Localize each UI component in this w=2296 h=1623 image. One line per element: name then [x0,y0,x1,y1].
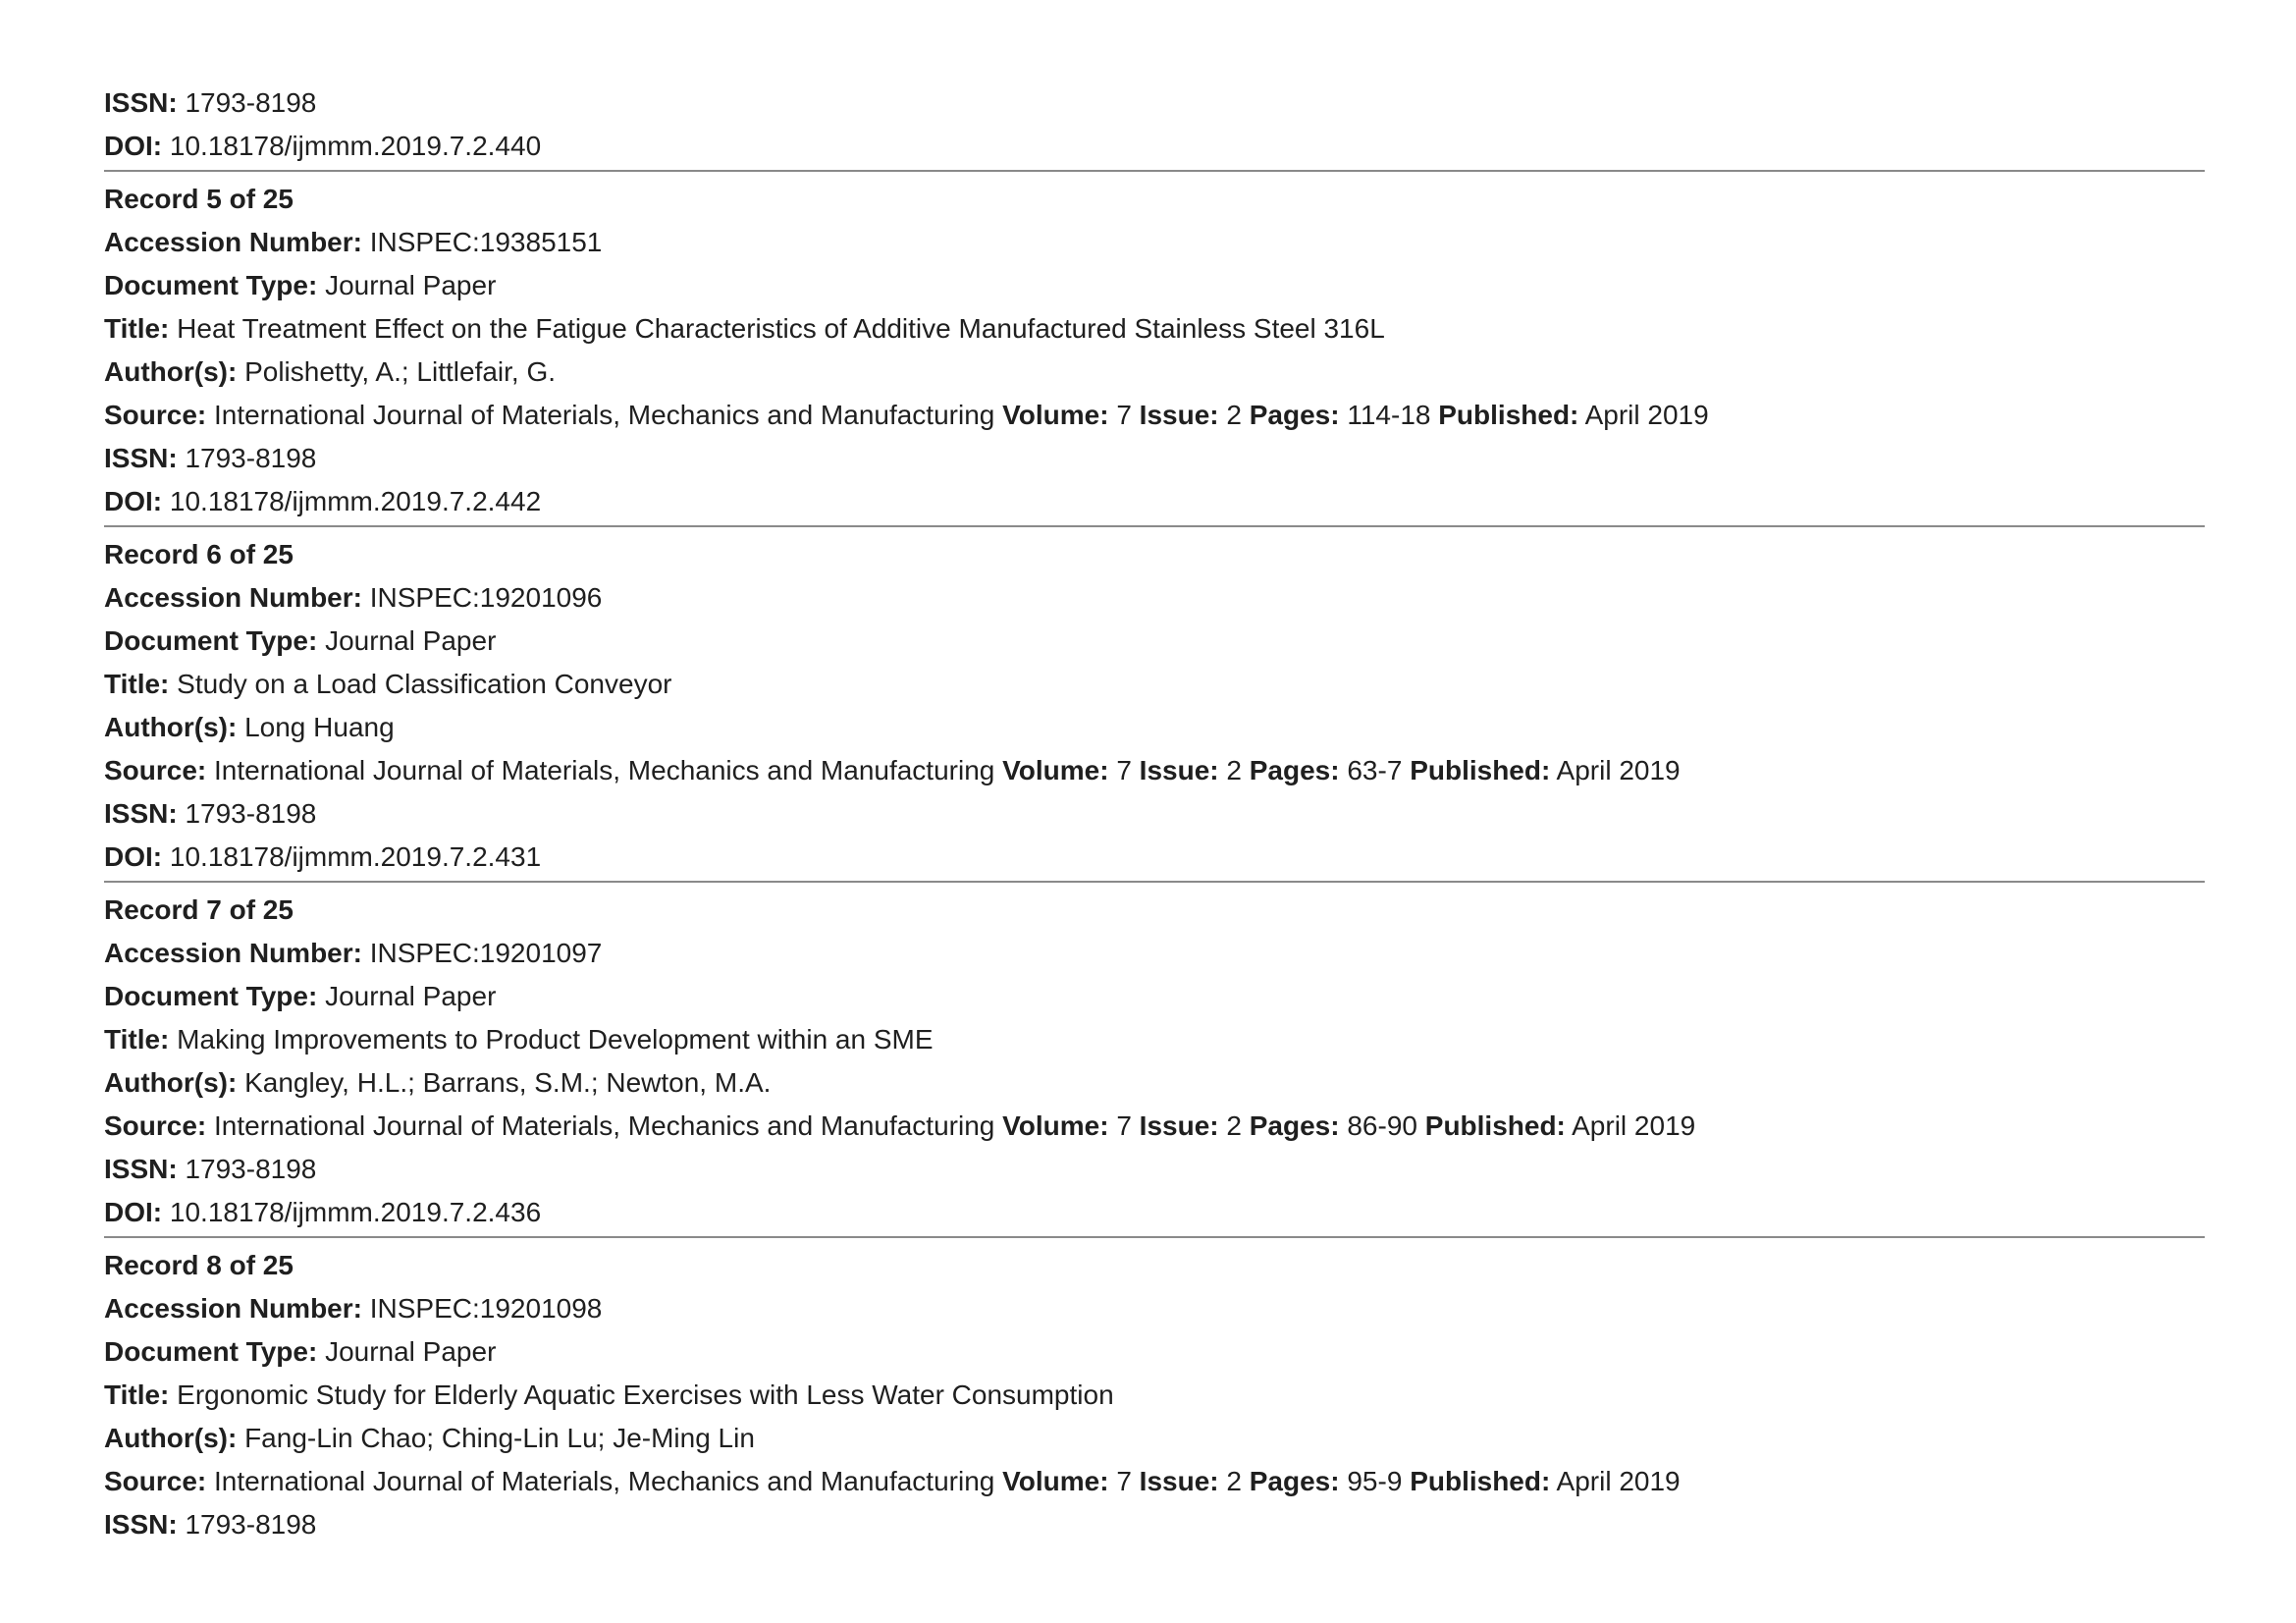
doi-value: 10.18178/ijmmm.2019.7.2.431 [169,841,542,872]
volume-label: Volume: [1002,400,1109,430]
pages-label: Pages: [1249,1466,1340,1496]
published-value: April 2019 [1556,755,1681,785]
record-divider [104,170,2205,172]
issue-label: Issue: [1139,1110,1219,1141]
pages-value: 63-7 [1347,755,1403,785]
source-line [104,1105,2205,1148]
accession-number-value: INSPEC:19201096 [369,582,603,613]
issn-value: 1793-8198 [185,1154,317,1184]
issue-label: Issue: [1139,1466,1219,1496]
issn-label: ISSN: [104,87,178,118]
published-value: April 2019 [1584,400,1709,430]
authors-label: Author(s): [104,1423,238,1453]
doi-line [104,1191,2205,1234]
published-value: April 2019 [1556,1466,1681,1496]
volume-value: 7 [1116,755,1132,785]
title-label: Title: [104,1380,170,1410]
issn-line [104,1503,2205,1546]
accession-number-line [104,576,2205,620]
volume-label: Volume: [1002,1466,1109,1496]
authors-label: Author(s): [104,1067,238,1098]
doi-label: DOI: [104,1197,163,1227]
issue-label: Issue: [1139,755,1219,785]
document-type-value: Journal Paper [325,1336,497,1367]
doi-label: DOI: [104,131,163,161]
record-block [104,170,2205,523]
pages-label: Pages: [1249,400,1340,430]
issn-value: 1793-8198 [185,1509,317,1540]
document-type-line [104,620,2205,663]
fragment-doi-line [104,125,2205,168]
title-label: Title: [104,669,170,699]
pages-label: Pages: [1249,1110,1340,1141]
authors-value: Kangley, H.L.; Barrans, S.M.; Newton, M.A. [244,1067,772,1098]
authors-line [104,1417,2205,1460]
accession-number-label: Accession Number: [104,582,362,613]
records-page [104,81,2205,1546]
doi-line [104,480,2205,523]
doi-line [104,836,2205,879]
issue-value: 2 [1226,1466,1242,1496]
authors-value: Fang-Lin Chao; Ching-Lin Lu; Je-Ming Lin [244,1423,755,1453]
volume-value: 7 [1116,1466,1132,1496]
volume-label: Volume: [1002,1110,1109,1141]
issn-label: ISSN: [104,1509,178,1540]
record-heading: Record 8 of 25 [104,1250,294,1280]
title-label: Title: [104,1024,170,1055]
fragment-issn-line [104,81,2205,125]
record-block [104,1236,2205,1546]
record-divider [104,525,2205,527]
source-line [104,394,2205,437]
accession-number-line [104,1287,2205,1330]
source-label: Source: [104,1110,207,1141]
source-value: International Journal of Materials, Mechanics and Manufacturing [214,1466,995,1496]
authors-value: Polishetty, A.; Littlefair, G. [244,356,557,387]
accession-number-value: INSPEC:19201097 [369,938,603,968]
issue-value: 2 [1226,755,1242,785]
source-label: Source: [104,1466,207,1496]
document-type-line [104,264,2205,307]
document-type-label: Document Type: [104,981,318,1011]
title-line [104,307,2205,351]
doi-label: DOI: [104,841,163,872]
title-value: Study on a Load Classification Conveyor [177,669,672,699]
authors-line [104,351,2205,394]
issn-value: 1793-8198 [185,798,317,829]
record-divider [104,1236,2205,1238]
authors-line [104,1061,2205,1105]
volume-value: 7 [1116,400,1132,430]
title-line [104,1374,2205,1417]
accession-number-line [104,221,2205,264]
issn-line [104,792,2205,836]
issn-label: ISSN: [104,798,178,829]
document-type-value: Journal Paper [325,981,497,1011]
source-value: International Journal of Materials, Mechanics and Manufacturing [214,1110,995,1141]
accession-number-label: Accession Number: [104,938,362,968]
title-value: Ergonomic Study for Elderly Aquatic Exercises with Less Water Consumption [177,1380,1114,1410]
doi-value: 10.18178/ijmmm.2019.7.2.442 [169,486,542,516]
document-type-line [104,975,2205,1018]
source-value: International Journal of Materials, Mechanics and Manufacturing [214,400,995,430]
source-line [104,749,2205,792]
issn-value: 1793-8198 [185,87,317,118]
document-type-line [104,1330,2205,1374]
pages-value: 95-9 [1347,1466,1403,1496]
source-label: Source: [104,400,207,430]
published-label: Published: [1424,1110,1566,1141]
accession-number-line [104,932,2205,975]
issn-line [104,437,2205,480]
accession-number-label: Accession Number: [104,1293,362,1324]
authors-line [104,706,2205,749]
published-label: Published: [1438,400,1579,430]
record-heading: Record 5 of 25 [104,184,294,214]
issue-value: 2 [1226,400,1242,430]
volume-value: 7 [1116,1110,1132,1141]
volume-label: Volume: [1002,755,1109,785]
accession-number-label: Accession Number: [104,227,362,257]
doi-value: 10.18178/ijmmm.2019.7.2.440 [169,131,542,161]
title-value: Making Improvements to Product Development within an SME [177,1024,934,1055]
published-value: April 2019 [1572,1110,1696,1141]
source-value: International Journal of Materials, Mechanics and Manufacturing [214,755,995,785]
pages-label: Pages: [1249,755,1340,785]
document-type-label: Document Type: [104,625,318,656]
title-line [104,663,2205,706]
source-label: Source: [104,755,207,785]
published-label: Published: [1410,1466,1551,1496]
issn-line [104,1148,2205,1191]
authors-label: Author(s): [104,712,238,742]
title-value: Heat Treatment Effect on the Fatigue Characteristics of Additive Manufactured Stainless Steel 316L [177,313,1385,344]
issn-label: ISSN: [104,1154,178,1184]
record-block [104,525,2205,879]
issn-value: 1793-8198 [185,443,317,473]
record-heading: Record 6 of 25 [104,539,294,569]
record-block [104,881,2205,1234]
record-list [104,170,2205,1546]
document-type-value: Journal Paper [325,270,497,300]
pages-value: 114-18 [1347,400,1431,430]
document-type-label: Document Type: [104,270,318,300]
doi-label: DOI: [104,486,163,516]
issue-label: Issue: [1139,400,1219,430]
document-type-value: Journal Paper [325,625,497,656]
source-line [104,1460,2205,1503]
record-divider [104,881,2205,883]
published-label: Published: [1410,755,1551,785]
document-type-label: Document Type: [104,1336,318,1367]
title-line [104,1018,2205,1061]
accession-number-value: INSPEC:19201098 [369,1293,603,1324]
issue-value: 2 [1226,1110,1242,1141]
title-label: Title: [104,313,170,344]
pages-value: 86-90 [1347,1110,1417,1141]
authors-value: Long Huang [244,712,395,742]
authors-label: Author(s): [104,356,238,387]
doi-value: 10.18178/ijmmm.2019.7.2.436 [169,1197,542,1227]
issn-label: ISSN: [104,443,178,473]
accession-number-value: INSPEC:19385151 [369,227,603,257]
record-heading: Record 7 of 25 [104,894,294,925]
